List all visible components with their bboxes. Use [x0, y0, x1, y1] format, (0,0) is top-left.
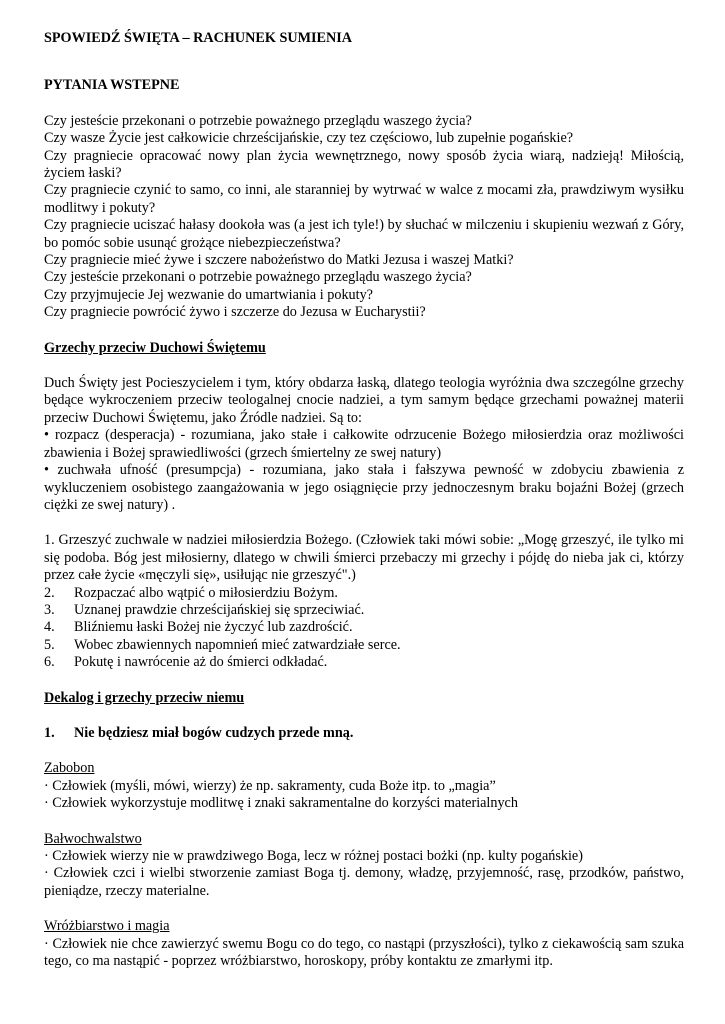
item-number: 5.	[44, 636, 55, 653]
subsection-item: · Człowiek czci i wielbi stworzenie zamiast Boga tj. demony, władzę, przyjemność, rasę, przodków, państwo, pieniądze, rzeczy materialne.	[44, 865, 684, 899]
item-text: Wobec zbawiennych napomnień mieć zatwardziałe serce.	[74, 636, 401, 653]
item-text: Pokutę i nawrócenie aż do śmierci odkładać.	[74, 654, 328, 671]
numbered-item	[44, 637, 684, 654]
bullet-item: • zuchwała ufność (presumpcja) - rozumiana, jako stała i fałszywa pewność w zdobyciu zbawienia z wykluczeniem osobistego zaangażowania w jego osiągnięcie przy jednoczesnym braku bojaźni Bożej (grzech ciężki ze swej natury) .	[44, 462, 684, 513]
item-number: 6.	[44, 654, 55, 671]
intro-questions	[44, 113, 684, 322]
subsection-title: Zabobon	[44, 760, 95, 777]
item-number: 2.	[44, 584, 55, 601]
bullet-item: • rozpacz (desperacja) - rozumiana, jako stałe i całkowite odrzucenie Bożego miłosierdzia oraz możliwości zbawienia i Bożej sprawiedliwości (grzech śmiertelny ze swej natury)	[44, 427, 684, 461]
numbered-item: 1. Grzeszyć zuchwale w nadziei miłosierdzia Bożego. (Człowiek taki mówi sobie: „Mogę grzeszyć, ile tylko mi się podoba. Bóg jest miłosierny, dlatego w chwili śmierci przebaczy mi grzechy i pójdę do nieba jak ci, którzy przez całe życie «męczyli się», usiłując nie grzeszyć".)	[44, 532, 684, 584]
question-line: Czy pragniecie powrócić żywo i szczerze do Jezusa w Eucharystii?	[44, 304, 426, 321]
question-line: Czy wasze Życie jest całkowicie chrześcijańskie, czy tez częściowo, lub zupełnie pogańskie?	[44, 130, 574, 147]
commandment-heading	[44, 725, 684, 742]
numbered-item	[44, 602, 684, 619]
numbered-item	[44, 654, 684, 671]
subsection-item: · Człowiek wierzy nie w prawdziwego Boga, lecz w różnej postaci bożki (np. kulty pogańskie)	[44, 848, 583, 865]
holy-spirit-heading: Grzechy przeciw Duchowi Świętemu	[44, 339, 266, 356]
question-line: Czy pragniecie mieć żywe i szczere nabożeństwo do Matki Jezusa i waszej Matki?	[44, 252, 514, 269]
document-page	[44, 30, 684, 970]
question-line: Czy jesteście przekonani o potrzebie poważnego przeglądu waszego życia?	[44, 112, 472, 129]
question-line: Czy jesteście przekonani o potrzebie poważnego przeglądu waszego życia?	[44, 269, 472, 286]
question-line: Czy pragniecie opracować nowy plan życia wewnętrznego, nowy sposób życia wiarą, nadzieją! Miłością, życiem łaski?	[44, 147, 684, 182]
question-line: Czy pragniecie uciszać hałasy dookoła was (a jest ich tyle!) by słuchać w milczeniu i skupieniu wezwań z Góry, bo pomóc sobie usunąć grożące niebezpieczeństwa?	[44, 217, 684, 251]
numbered-item	[44, 585, 684, 602]
item-text: Uznanej prawdzie chrześcijańskiej się sprzeciwiać.	[74, 601, 365, 618]
question-line: Czy pragniecie czynić to samo, co inni, ale staranniej by wytrwać w walce z mocami zła, prawdziwym wysiłku modlitwy i pokuty?	[44, 182, 684, 216]
numbered-item	[44, 619, 684, 636]
intro-heading: PYTANIA WSTEPNE	[44, 77, 180, 94]
subsection-item: · Człowiek nie chce zawierzyć swemu Bogu co do tego, co nastąpi (przyszłości), tylko z ciekawością sam szuka tego, co ma nastąpić - poprzez wróżbiarstwo, horoskopy, próby kontaktu ze zmarłymi itp.	[44, 935, 684, 970]
subsection-item: · Człowiek wykorzystuje modlitwę i znaki sakramentalne do korzyści materialnych	[44, 795, 518, 812]
holy-spirit-paragraph: Duch Święty jest Pocieszycielem i tym, który obdarza łaską, dlatego teologia wyróżnia dwa szczególne grzechy będące wykroczeniem przeciw teologalnej cnocie nadziei, a tym samym będące grzechami poważnej materii przeciw Duchowi Świętemu, jako Źródle nadziei. Są to:	[44, 375, 684, 426]
subsection-title: Wróżbiarstwo i magia	[44, 918, 170, 935]
commandment-number: 1.	[44, 724, 55, 741]
item-text: Bliźniemu łaski Bożej nie życzyć lub zazdrościć.	[74, 619, 353, 636]
decalogue-heading: Dekalog i grzechy przeciw niemu	[44, 689, 245, 706]
commandment-text: Nie będziesz miał bogów cudzych przede mną.	[74, 724, 354, 741]
item-text: Rozpaczać albo wątpić o miłosierdziu Bożym.	[74, 584, 338, 601]
subsection-item: · Człowiek (myśli, mówi, wierzy) że np. sakramenty, cuda Boże itp. to „magia”	[44, 777, 496, 794]
subsection-title: Bałwochwalstwo	[44, 830, 142, 847]
item-number: 3.	[44, 601, 55, 618]
item-number: 4.	[44, 619, 55, 636]
question-line: Czy przyjmujecie Jej wezwanie do umartwiania i pokuty?	[44, 286, 373, 303]
document-title: SPOWIEDŹ ŚWIĘTA – RACHUNEK SUMIENIA	[44, 30, 352, 46]
